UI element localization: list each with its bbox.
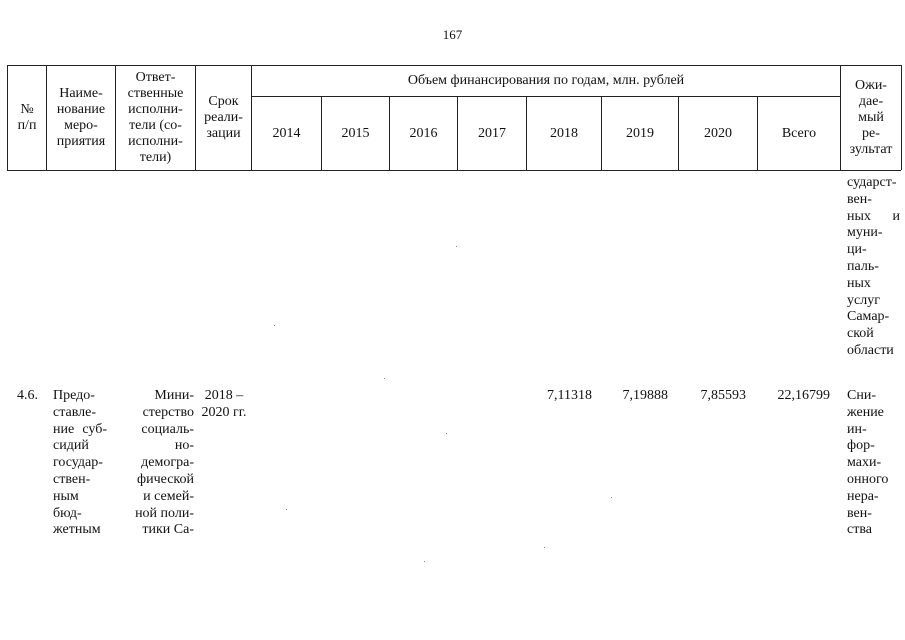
continuation-result (847, 175, 900, 360)
header-result-line: ре- (862, 126, 880, 141)
row-executors-line: тики Са- (142, 522, 194, 538)
continuation-result-line: ской (847, 326, 874, 342)
header-year-2015: 2015 (341, 125, 370, 141)
row-executors (116, 388, 194, 539)
header-result-line: дае- (858, 94, 884, 109)
row-measure-name (53, 388, 107, 539)
row-executors-line: социаль- (141, 421, 194, 437)
continuation-result-line: услуг (847, 292, 880, 308)
header-year-2017: 2017 (478, 125, 506, 141)
continuation-result-line: ци- (847, 242, 867, 258)
header-result-line: мый (858, 110, 884, 125)
header-year-2014: 2014 (272, 125, 301, 141)
row-executors-line: Мини- (154, 388, 194, 403)
row-term (196, 388, 252, 422)
page-number: 167 (442, 27, 463, 42)
continuation-result-line: Самар- (847, 309, 890, 325)
header-year-2020: 2020 (704, 125, 732, 141)
header-executors-line: исполни- (128, 134, 183, 149)
header-year-2016: 2016 (409, 125, 438, 141)
header-term-line: реали- (204, 110, 243, 125)
row-result-line: фор- (847, 438, 875, 454)
continuation-result-line: области (847, 342, 894, 358)
continuation-result-line: вен- (847, 191, 872, 207)
row-result-line: вен- (847, 505, 872, 521)
row-measure-name-line: бюд- (53, 505, 82, 521)
continuation-result-line: муни- (847, 225, 883, 241)
header-executors-line: ственные (127, 86, 184, 101)
row-result-line: онного (847, 471, 889, 487)
row-executors-line: и семей- (143, 488, 194, 504)
continuation-result-line: сударст- (847, 175, 897, 190)
header-result (841, 66, 901, 170)
row-value-2020: 7,85593 (700, 388, 746, 403)
header-measure-name (47, 66, 115, 170)
row-number: 4.6. (17, 388, 38, 403)
row-result-line: ин- (847, 421, 867, 437)
row-measure-name-line: жетным (53, 522, 101, 538)
row-measure-name-line: ставле- (53, 404, 97, 420)
row-value-total: 22,16799 (777, 388, 830, 403)
row-executors-line: стерство (142, 404, 194, 420)
row-result-line: нера- (847, 488, 879, 504)
row-executors-line: но- (174, 438, 194, 454)
row-executors-line: фической (137, 471, 194, 487)
header-number (8, 66, 46, 170)
header-result-line: зультат (849, 142, 893, 157)
continuation-result-line: паль- (847, 258, 879, 274)
continuation-result-line: ных и (847, 208, 900, 224)
row-result (847, 388, 897, 539)
header-term-line: зации (206, 126, 241, 141)
header-measure-name-line: приятия (56, 134, 106, 149)
row-measure-name-line: ние суб- (53, 421, 107, 437)
header-measure-name-line: Наиме- (59, 86, 103, 101)
row-term-line: 2018 – (204, 388, 244, 403)
row-measure-name-line: государ- (53, 455, 103, 471)
row-measure-name-line: ным (53, 488, 79, 504)
row-measure-name-line: сидий (53, 438, 89, 454)
row-result-line: ства (847, 522, 872, 538)
row-value-2019: 7,19888 (622, 388, 668, 403)
continuation-result-line: ных (847, 275, 871, 291)
row-result-line: Сни- (847, 388, 876, 403)
header-year-2018: 2018 (550, 125, 578, 141)
header-term-line: Срок (208, 94, 239, 109)
header-executors-line: тели) (139, 150, 172, 165)
header-year-2019: 2019 (626, 125, 654, 141)
header-executors-line: исполни- (128, 102, 183, 117)
header-executors-line: тели (со- (129, 118, 182, 133)
row-measure-name-line: Предо- (53, 388, 95, 403)
row-measure-name-line: ствен- (53, 471, 91, 487)
header-number-line: № (20, 102, 34, 117)
row-executors-line: ной поли- (135, 505, 194, 521)
header-result-line: Ожи- (855, 78, 887, 93)
header-measure-name-line: меро- (64, 118, 98, 133)
row-result-line: жение (847, 404, 884, 420)
header-financing-group: Объем финансирования по годам, млн. рублей (407, 73, 685, 88)
header-term (196, 66, 251, 170)
row-term-line: 2020 гг. (201, 404, 247, 420)
row-result-line: махи- (847, 455, 882, 471)
header-measure-name-line: нование (56, 102, 106, 117)
row-value-2018: 7,11318 (547, 388, 592, 403)
header-total: Всего (781, 125, 817, 141)
header-executors-line: Ответ- (135, 70, 176, 85)
row-executors-line: демогра- (141, 455, 194, 471)
header-executors (116, 66, 195, 170)
header-number-line: п/п (17, 118, 37, 133)
